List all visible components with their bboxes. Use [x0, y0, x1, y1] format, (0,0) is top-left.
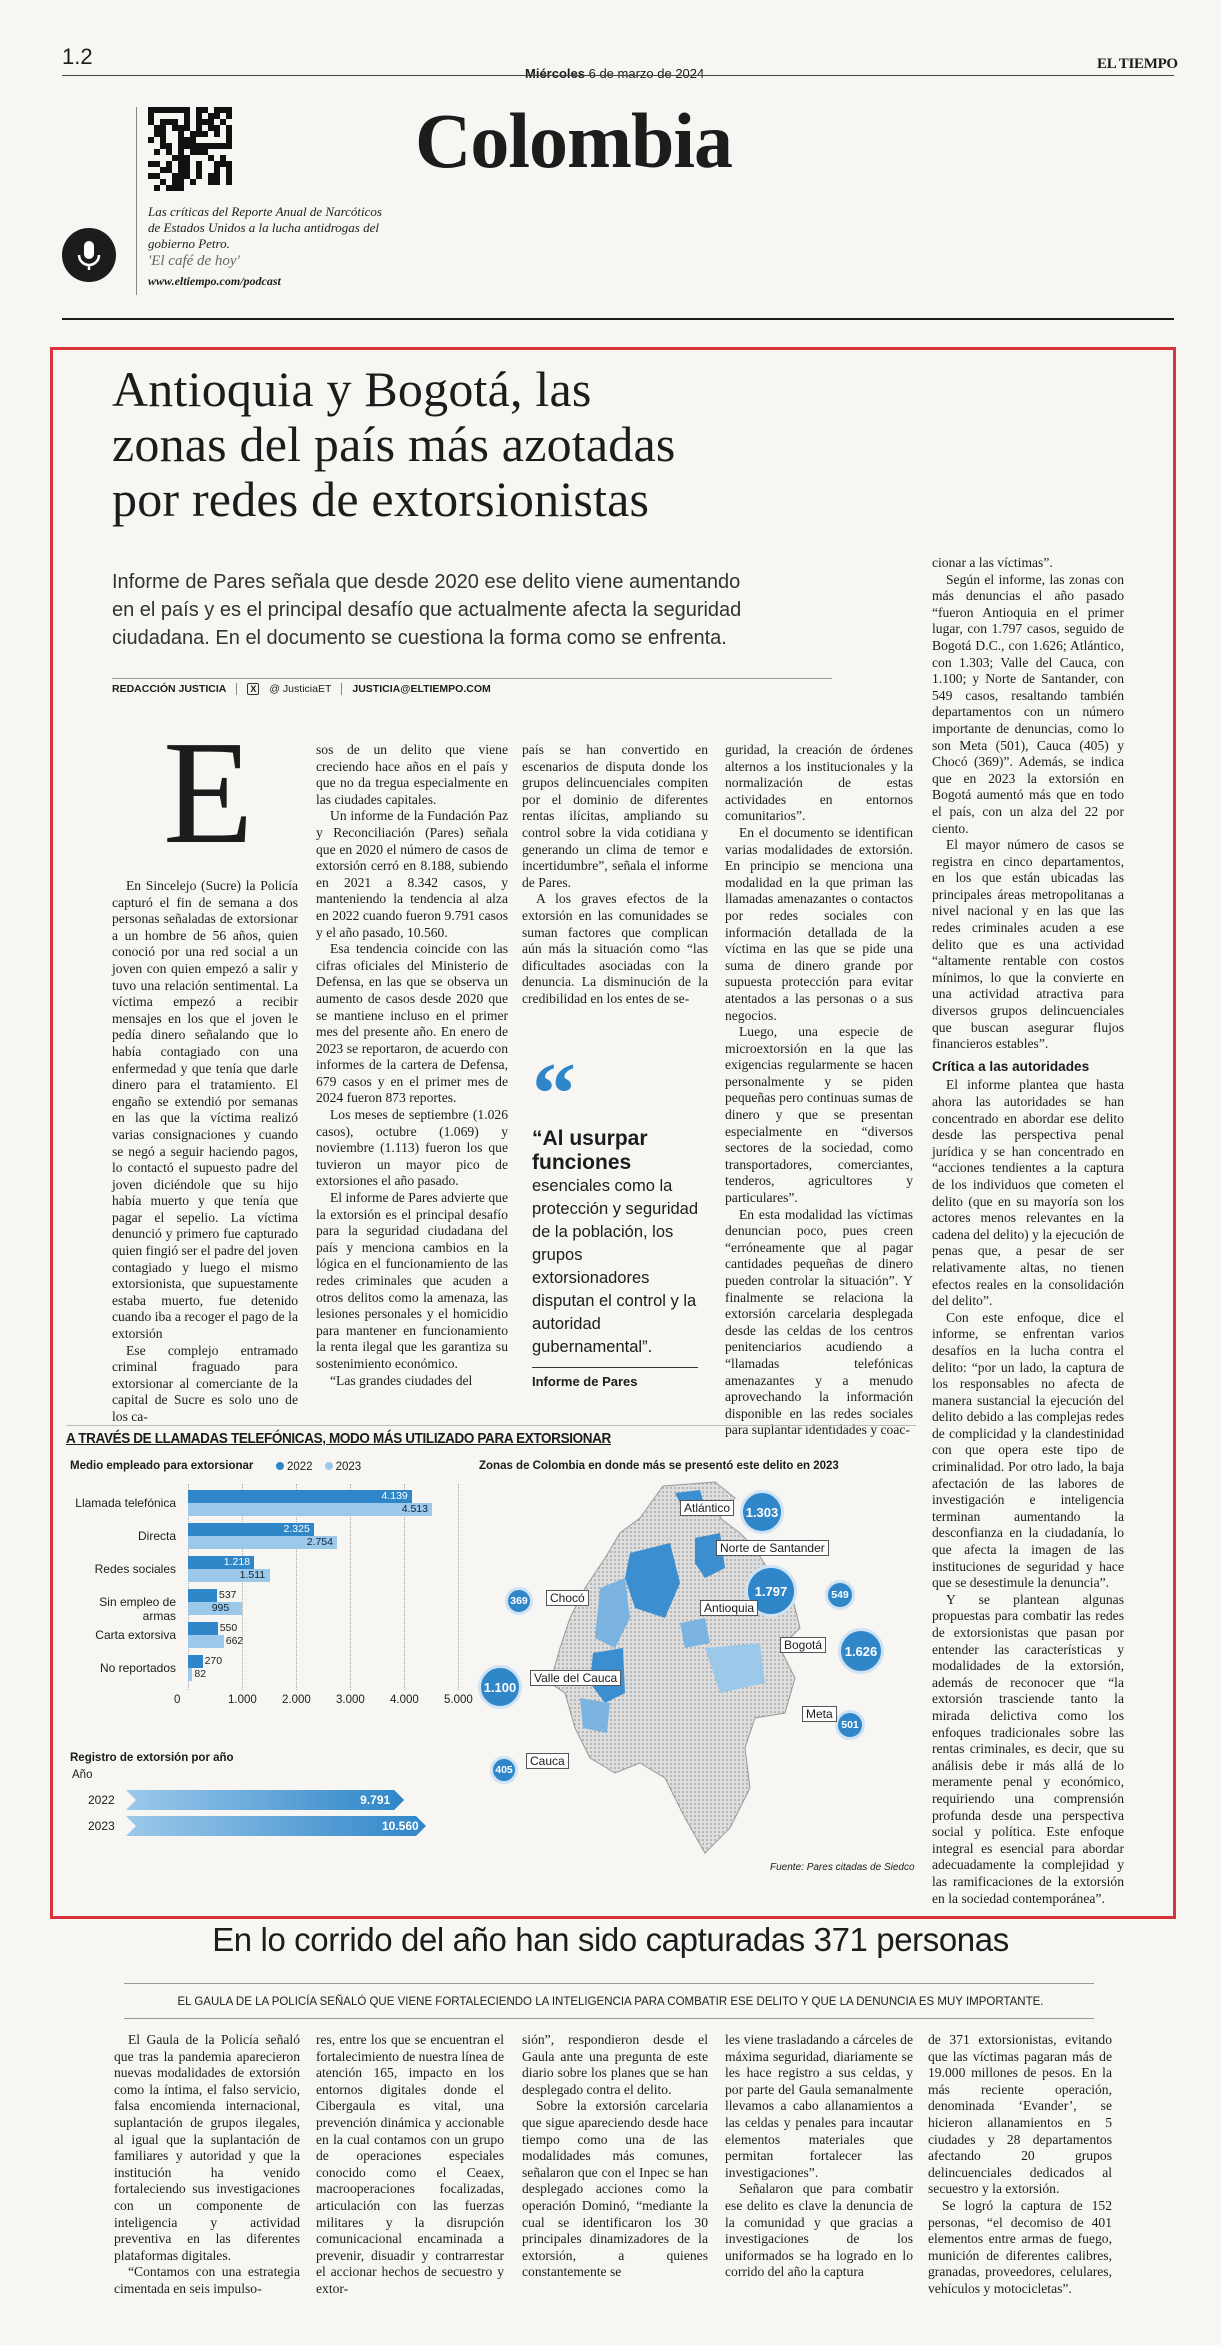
paragraph: En el documento se identifican varias modalidades de extorsión. En principio se menciona una modalidad en la que priman las llamadas amenazantes o contactos por redes sociales con información detallada de la víctima en las que se pide una suma de dinero grande por supuesta protección para evitar atentados a las personas o a sus negocios.: [725, 824, 913, 1023]
podcast-url[interactable]: www.eltiempo.com/podcast: [148, 274, 281, 288]
region-bubble: 501: [835, 1710, 865, 1740]
box2-dek: EL GAULA DE LA POLICÍA SEÑALÓ QUE VIENE FORTALECIENDO LA INTELIGENCIA PARA COMBATIR ESE DELITO Y QUE LA DENUNCIA ES MUY IMPORTANTE.: [177, 1996, 1044, 2008]
bar-value-label: 995: [211, 1602, 230, 1614]
region-label: Valle del Cauca: [530, 1670, 621, 1686]
paragraph: Se logró la captura de 152 personas, “el decomiso de 401 elementos entre armas de fuego, munición de diferentes calibres, granadas, proveedores, celulares, vehículos y motocicletas”.: [928, 2197, 1112, 2296]
byline: [112, 683, 491, 695]
category-label: Directa: [137, 1529, 176, 1543]
headline-line-1: Antioquia y Bogotá, las: [112, 361, 592, 417]
quote-body: esenciales como la protección y seguridad de la población, los grupos extorsionadores disputan el control y la autoridad gubernamental”.: [532, 1177, 699, 1356]
paragraph: Esa tendencia coincide con las cifras oficiales del Ministerio de Defensa, en las que se observa un aumento de casos desde 2020 que se mantiene incluso en el primer mes del presente año. En enero de 2023 se reportaron, de acuerdo con informes de la cartera de Defensa, 679 casos y en el primer mes de 2024 fueron 873 reportes.: [316, 941, 508, 1106]
region-bubble: 1.797: [745, 1565, 797, 1617]
bar-value-label: 82: [194, 1668, 207, 1680]
region-bubble: 1.100: [478, 1665, 522, 1709]
paragraph: En esta modalidad las víctimas denuncian poco, pues creen “erróneamente que al pagar cantidades pequeñas de dinero pueden controlar la situación”. Y finalmente se relaciona la extorsión carcelaria desplegada desde las celdas de los centros penitenciarios acudiendo a “llamadas telefónicas amenazantes y a menudo aprovechando la información disponible en las redes sociales para suplantar identidades y coac-: [725, 1206, 913, 1438]
paragraph: El informe plantea que hasta ahora las autoridades se han concentrado en abordar ese delito desde las perspectiva penal jurídica y se han concentrado en “acciones tendientes a la captura de los individuos que cometen el delito (que en su mayoría son los actores menos relevantes en la cadena del delito) y la ejecución de penas que, a pesar de ser relativamente altas, no tienen efectos reales en la consolidación del delito”.: [932, 1077, 1124, 1309]
paragraph: sión”, respondieron desde el Gaula ante una pregunta de este diario sobre los planes que se han desplegado contra el delito.: [522, 2032, 708, 2097]
paragraph: A los graves efectos de la extorsión en las comunidades se suman factores que complican aún más la situación como “las dificultades asociadas con la denuncia. La disminución de la credibilidad en los entes de se-: [522, 891, 708, 1006]
podcast-rule: [136, 107, 137, 295]
x-tick-label: 4.000: [390, 1694, 419, 1706]
paragraph: En Sincelejo (Sucre) la Policía capturó el fin de semana a dos personas señaladas de extorsionar a un hombre de 56 años, quien conoció por una red social a un joven con quien empezó a salir y tuvo una relación sentimental. La víctima empezó a recibir mensajes en los que el joven le pedía dinero señalando que lo había contagiado con una enfermedad y que tenía que darle dinero para el tratamiento. El engaño se extendió por semanas en las que la víctima realizó varias consignaciones y cuando se negó a seguir haciendo pagos, lo contactó el supuesto padre del joven diciéndole que su hijo había muerto y que tenía que pagar el sepelio. La víctima denunció y primero fue capturado quien fingió ser el padre del joven contagiado y luego el mismo extorsionista, que supuestamente estaba muerto, fue detenido cuando iba a recoger el pago de la extorsión: [112, 878, 298, 1342]
year-label: 2022: [88, 1793, 115, 1807]
region-label: Cauca: [526, 1753, 569, 1769]
paragraph: El informe de Pares advierte que la extorsión es el principal desafío para la seguridad ciudadana del país y menciona cambios en la lógica en el funcionamiento de las redes criminales que acuden a otros delitos como la amenaza, las lesiones personales y el homicidio para mantener en funcionamiento la renta ilegal que les garantiza su sostenimiento económico.: [316, 1190, 508, 1371]
box2-rule-1: [124, 1983, 1094, 1984]
box2-column-1: [114, 2032, 300, 2298]
legend-2023: 2023: [325, 1461, 362, 1473]
bar-value-label: 550: [219, 1622, 238, 1634]
colombia-map: [545, 1478, 805, 1858]
bar-value-label: 1.218: [223, 1556, 251, 1568]
byline-email[interactable]: JUSTICIA@ELTIEMPO.COM: [352, 683, 491, 695]
headline-line-3: por redes de extorsionistas: [112, 471, 650, 527]
region-label: Chocó: [546, 1590, 589, 1606]
legend-2022: 2022: [276, 1461, 313, 1473]
date-day: Miércoles: [525, 66, 585, 81]
paragraph: cionar a las víctimas”.: [932, 555, 1053, 570]
paragraph: Sobre la extorsión carcelaria que sigue apareciendo desde hace tiempo como una de las modalidades más comunes, señalaron que con el Inpec se han desplegado acciones como la operación Dominó, “mediante la cual se identificaron los 30 principales dinamizadores de la extorsión, a quienes constantemente se: [522, 2098, 708, 2280]
subhead-critica: Crítica a las autoridades: [932, 1058, 1090, 1074]
article-dek: [112, 568, 741, 652]
bar-2022: [188, 1655, 203, 1668]
paragraph: de 371 extorsionistas, evitando que las víctimas pagaran más de 19.000 millones de pesos. En la más reciente operación, denominada ‘Evander’, se hicieron allanamientos en 5 ciudades y 28 departamentos afectando 20 grupos delincuenciales dedicados al secuestro y la extorsión.: [928, 2032, 1112, 2197]
quote-mark-icon: “: [532, 1046, 576, 1143]
category-label: Llamada telefónica: [75, 1496, 176, 1510]
box2-column-2: [316, 2032, 504, 2298]
dek-line-2: en el país y es el principal desafío que actualmente afecta la seguridad: [112, 599, 742, 621]
bar-value-label: 2.325: [283, 1523, 310, 1535]
byline-rule: [112, 678, 832, 679]
paragraph: Con este enfoque, dice el informe, se enfrentan varios desafíos en la lucha contra el delito: “por un lado, la captura de los responsables no afecta de manera sustancial la ejecución del delito debido a las complejas redes de complicidad y la clandestinidad con que opera este tipo de criminalidad. Por otro lado, la baja afectación de las labores de investigación e inteligencia terminan aumentando la desconfianza en la ciudadanía, lo que afecta la imagen de las instituciones de seguridad y hace que se desestimule la denuncia”.: [932, 1309, 1124, 1591]
paragraph: Un informe de la Fundación Paz y Reconciliación (Pares) señala que en 2020 el número de casos de extorsión cerró en 8.188, subiendo en 2021 a 8.342 casos, y manteniendo la tendencia al alza en 2022 cuando fueron 9.791 casos y el año pasado, 10.560.: [316, 808, 508, 940]
bar-2022: [188, 1589, 217, 1602]
map-source: Fuente: Pares citadas de Siedco: [770, 1862, 915, 1873]
podcast-name[interactable]: 'El café de hoy': [148, 253, 240, 269]
gridline: [458, 1484, 459, 1690]
issue-date: [525, 66, 704, 81]
paragraph: El Gaula de la Policía señaló que tras la pandemia aparecieron nuevas modalidades de extorsión como la íntima, el falso servicio, falsa encomienda internacional, suplantación de grupos ilegales, al igual que la suplantación de familiares y autoridad y que la institución ha venido fortaleciendo sus investigaciones con un componente de inteligencia y actividad preventiva en las diferentes plataformas digitales.: [114, 2032, 300, 2263]
year-bar: [126, 1816, 426, 1836]
category-label: No reportados: [99, 1661, 176, 1675]
region-label: Meta: [802, 1706, 837, 1722]
region-bubble: 1.626: [838, 1628, 884, 1674]
region-label: Atlántico: [680, 1500, 734, 1516]
box2-column-3: [522, 2032, 708, 2281]
bar-2023: [188, 1503, 432, 1516]
year-value-label: 10.560: [382, 1819, 419, 1833]
year-chart: [66, 1788, 466, 1848]
dek-line-1: Informe de Pares señala que desde 2020 ese delito viene aumentando: [112, 571, 741, 593]
paragraph: país se han convertido en escenarios de disputa donde los grupos delincuenciales compiten por el dominio de diferentes rentas ilícitas, ampliando su control sobre la vida cotidiana y generando un clima de temor e incertidumbre”, señala el informe de Pares.: [522, 742, 708, 890]
podcast-blurb: [148, 204, 388, 289]
bar-value-label: 2.754: [306, 1536, 333, 1548]
x-tick-label: 5.000: [444, 1694, 473, 1706]
article-column-2: [316, 742, 508, 1389]
quote-source: Informe de Pares: [532, 1374, 638, 1389]
podcast-text: Las críticas del Reporte Anual de Narcóticos de Estados Unidos a la lucha antidrogas del gobierno Petro.: [148, 204, 382, 251]
page-number: 1.2: [62, 44, 93, 69]
paragraph: Los meses de septiembre (1.026 casos), octubre (1.069) y noviembre (1.113) fueron los que tuvieron un mayor pico de extorsiones el año pasado.: [316, 1107, 508, 1189]
paragraph: El mayor número de casos se registra en cinco departamentos, en los que están ubicadas las principales áreas metropolitanas a nivel nacional y en las que las redes criminales acuden a ese delito que es una actividad “altamente rentable con costos mínimos, lo que la convierte en una actividad atractiva para diversos grupos delincuenciales que buscan asegurar flujos financieros estables”.: [932, 837, 1124, 1052]
year-value-label: 9.791: [360, 1793, 391, 1807]
region-bubble: 369: [505, 1587, 533, 1615]
paragraph: les viene trasladando a cárceles de máxima seguridad, diariamente se les hace registro a sus celdas, y por parte del Gaula semanalmente llevamos a cabo allanamientos a las celdas y penales para incautar elementos materiales que permitan fortalecer las investigaciones”.: [725, 2032, 913, 2180]
graphic-top-rule: [66, 1425, 916, 1426]
bar-value-label: 662: [225, 1635, 244, 1647]
paragraph: res, entre los que se encuentran el fortalecimiento de nuestra línea de atención 165, impacto en los entornos digitales donde el Cibergaula es vital, una prevención dinámica y accionable en la cual contamos con un grupo de operaciones especiales conocido como el Ceaex, macrooperaciones focalizadas, articulación con las fuerzas militares y la disrupción comunicacional encaminada a prevenir, disuadir y contrarrestar el accionar hechos de secuestro y extor-: [316, 2032, 504, 2296]
quote-rule: [532, 1367, 698, 1368]
bar-2022: [188, 1490, 412, 1503]
qr-code[interactable]: [148, 107, 232, 191]
year-label: 2023: [88, 1819, 115, 1833]
box2-headline: En lo corrido del año han sido capturadas 371 personas: [212, 1921, 1009, 1958]
category-label: Redes sociales: [94, 1562, 176, 1576]
article-column-3: [522, 742, 708, 1008]
paragraph: Ese complejo entramado criminal fraguado para extorsionar al comerciante de la capital de Sucre es solo uno de los ca-: [112, 1342, 298, 1424]
mic-icon[interactable]: [62, 228, 116, 282]
year-chart-title: Registro de extorsión por año: [70, 1752, 234, 1764]
header-rule-bottom: [62, 318, 1174, 320]
byline-author: REDACCIÓN JUSTICIA: [112, 683, 227, 695]
paragraph: “Contamos con una estrategia cimentada en seis impulso-: [114, 2264, 300, 2296]
headline-line-2: zonas del país más azotadas: [112, 416, 676, 472]
article-headline: [112, 362, 676, 527]
paragraph: Y se plantean algunas propuestas para combatir las redes de extorsionistas que pasan por entender las características y modalidades de la extorsión, además de reconocer que “la extorsión trasciende tanto la mirada delictiva como los enfoques tradicionales sobre las rentas criminales, es decir, que su análisis debe ir más allá de lo meramente penal y económico, requiriendo una comprensión profunda desde una perspectiva social y política. Este enfoque integral es esencial para abordar adecuadamente la complejidad y las ramificaciones de la extorsión en la sociedad contemporánea”.: [932, 1591, 1124, 1906]
paragraph: “Las grandes ciudades del: [330, 1372, 473, 1388]
map-title: Zonas de Colombia en donde más se presentó este delito en 2023: [479, 1460, 839, 1472]
paragraph: guridad, la creación de órdenes alternos a los institucionales y la normalización de estas actividades en entornos comunitarios”.: [725, 742, 913, 824]
region-label: Bogotá: [780, 1637, 826, 1653]
box2-column-5: [928, 2032, 1112, 2298]
paragraph: sos de un delito que viene creciendo hace años en el país y que no da tregua especialmente en las ciudades capitales.: [316, 742, 508, 807]
dek-line-3: ciudadana. En el documento se cuestiona la forma como se enfrenta.: [112, 627, 727, 649]
bar-value-label: 4.513: [401, 1503, 428, 1515]
x-logo-icon: X: [247, 683, 259, 695]
bar-2023: [188, 1635, 224, 1648]
quote-head: “Al usurpar funciones: [532, 1127, 648, 1174]
byline-handle[interactable]: @ JusticiaET: [269, 683, 332, 695]
header-rule-top: [62, 75, 1174, 76]
section-title: Colombia: [415, 97, 733, 184]
article-column-4: [725, 742, 913, 1439]
region-label: Antioquia: [700, 1600, 758, 1616]
paragraph: Según el informe, las zonas con más denuncias el año pasado “fueron Antioquia en el primer lugar, con 1.797 casos, seguido de Bogotá D.C., con 1.626; Atlántico, con 1.303; Valle del Cauca, con 1.100; y Norte de Santander, con 549 casos, resaltando también departamentos con un número importante de denuncias, como lo son Meta (501), Cauca (405) y Chocó (369)”. Además, se indica que en 2023 la extorsión en Bogotá aumentó más que en todo el país, con un alza del 22 por ciento.: [932, 571, 1124, 836]
region-bubble: 549: [825, 1580, 855, 1610]
bar-2023: [188, 1668, 192, 1681]
bar-chart-legend: [276, 1461, 361, 1473]
region-bubble: 1.303: [740, 1490, 784, 1534]
region-bubble: 405: [490, 1756, 518, 1784]
x-tick-label: 2.000: [282, 1694, 311, 1706]
box2-rule-2: [124, 2018, 1094, 2019]
bar-value-label: 1.511: [239, 1569, 266, 1581]
x-tick-label: 3.000: [336, 1694, 365, 1706]
brand-logo: EL TIEMPO: [1097, 56, 1178, 72]
category-label: Sin empleo de armas: [99, 1595, 176, 1623]
date-rest: 6 de marzo de 2024: [588, 66, 705, 81]
paragraph: Luego, una especie de microextorsión en la que las exigencias regularmente se hacen personalmente y se piden pequeñas pero continuas sumas de dinero y que se presentan especialmente en “diversos sectores de la sociedad, como transportadores, comerciantes, tenderos, agricultores y particulares”.: [725, 1024, 913, 1206]
box2-column-4: [725, 2032, 913, 2281]
pull-quote: [532, 1046, 704, 1389]
article-column-1: [112, 878, 298, 1426]
category-label: Carta extorsiva: [95, 1628, 176, 1642]
bar-value-label: 4.139: [381, 1490, 408, 1502]
article-column-5: [932, 555, 1124, 1907]
region-label: Norte de Santander: [716, 1540, 829, 1556]
graphic-title: A TRAVÉS DE LLAMADAS TELEFÓNICAS, MODO MÁS UTILIZADO PARA EXTORSIONAR: [66, 1430, 611, 1447]
bar-value-label: 537: [218, 1589, 237, 1601]
bar-chart: [66, 1480, 473, 1740]
year-chart-ylabel: Año: [72, 1769, 93, 1781]
x-tick-label: 0: [174, 1694, 181, 1706]
bar-chart-title: Medio empleado para extorsionar: [70, 1460, 254, 1472]
paragraph: Señalaron que para combatir ese delito es clave la denuncia de la comunidad y que gracias a investigaciones de los uniformados se ha logrado en lo corrido del año la captura: [725, 2181, 913, 2280]
drop-cap: E: [163, 711, 254, 875]
bar-2022: [188, 1622, 218, 1635]
x-tick-label: 1.000: [228, 1694, 257, 1706]
bar-value-label: 270: [204, 1655, 223, 1667]
